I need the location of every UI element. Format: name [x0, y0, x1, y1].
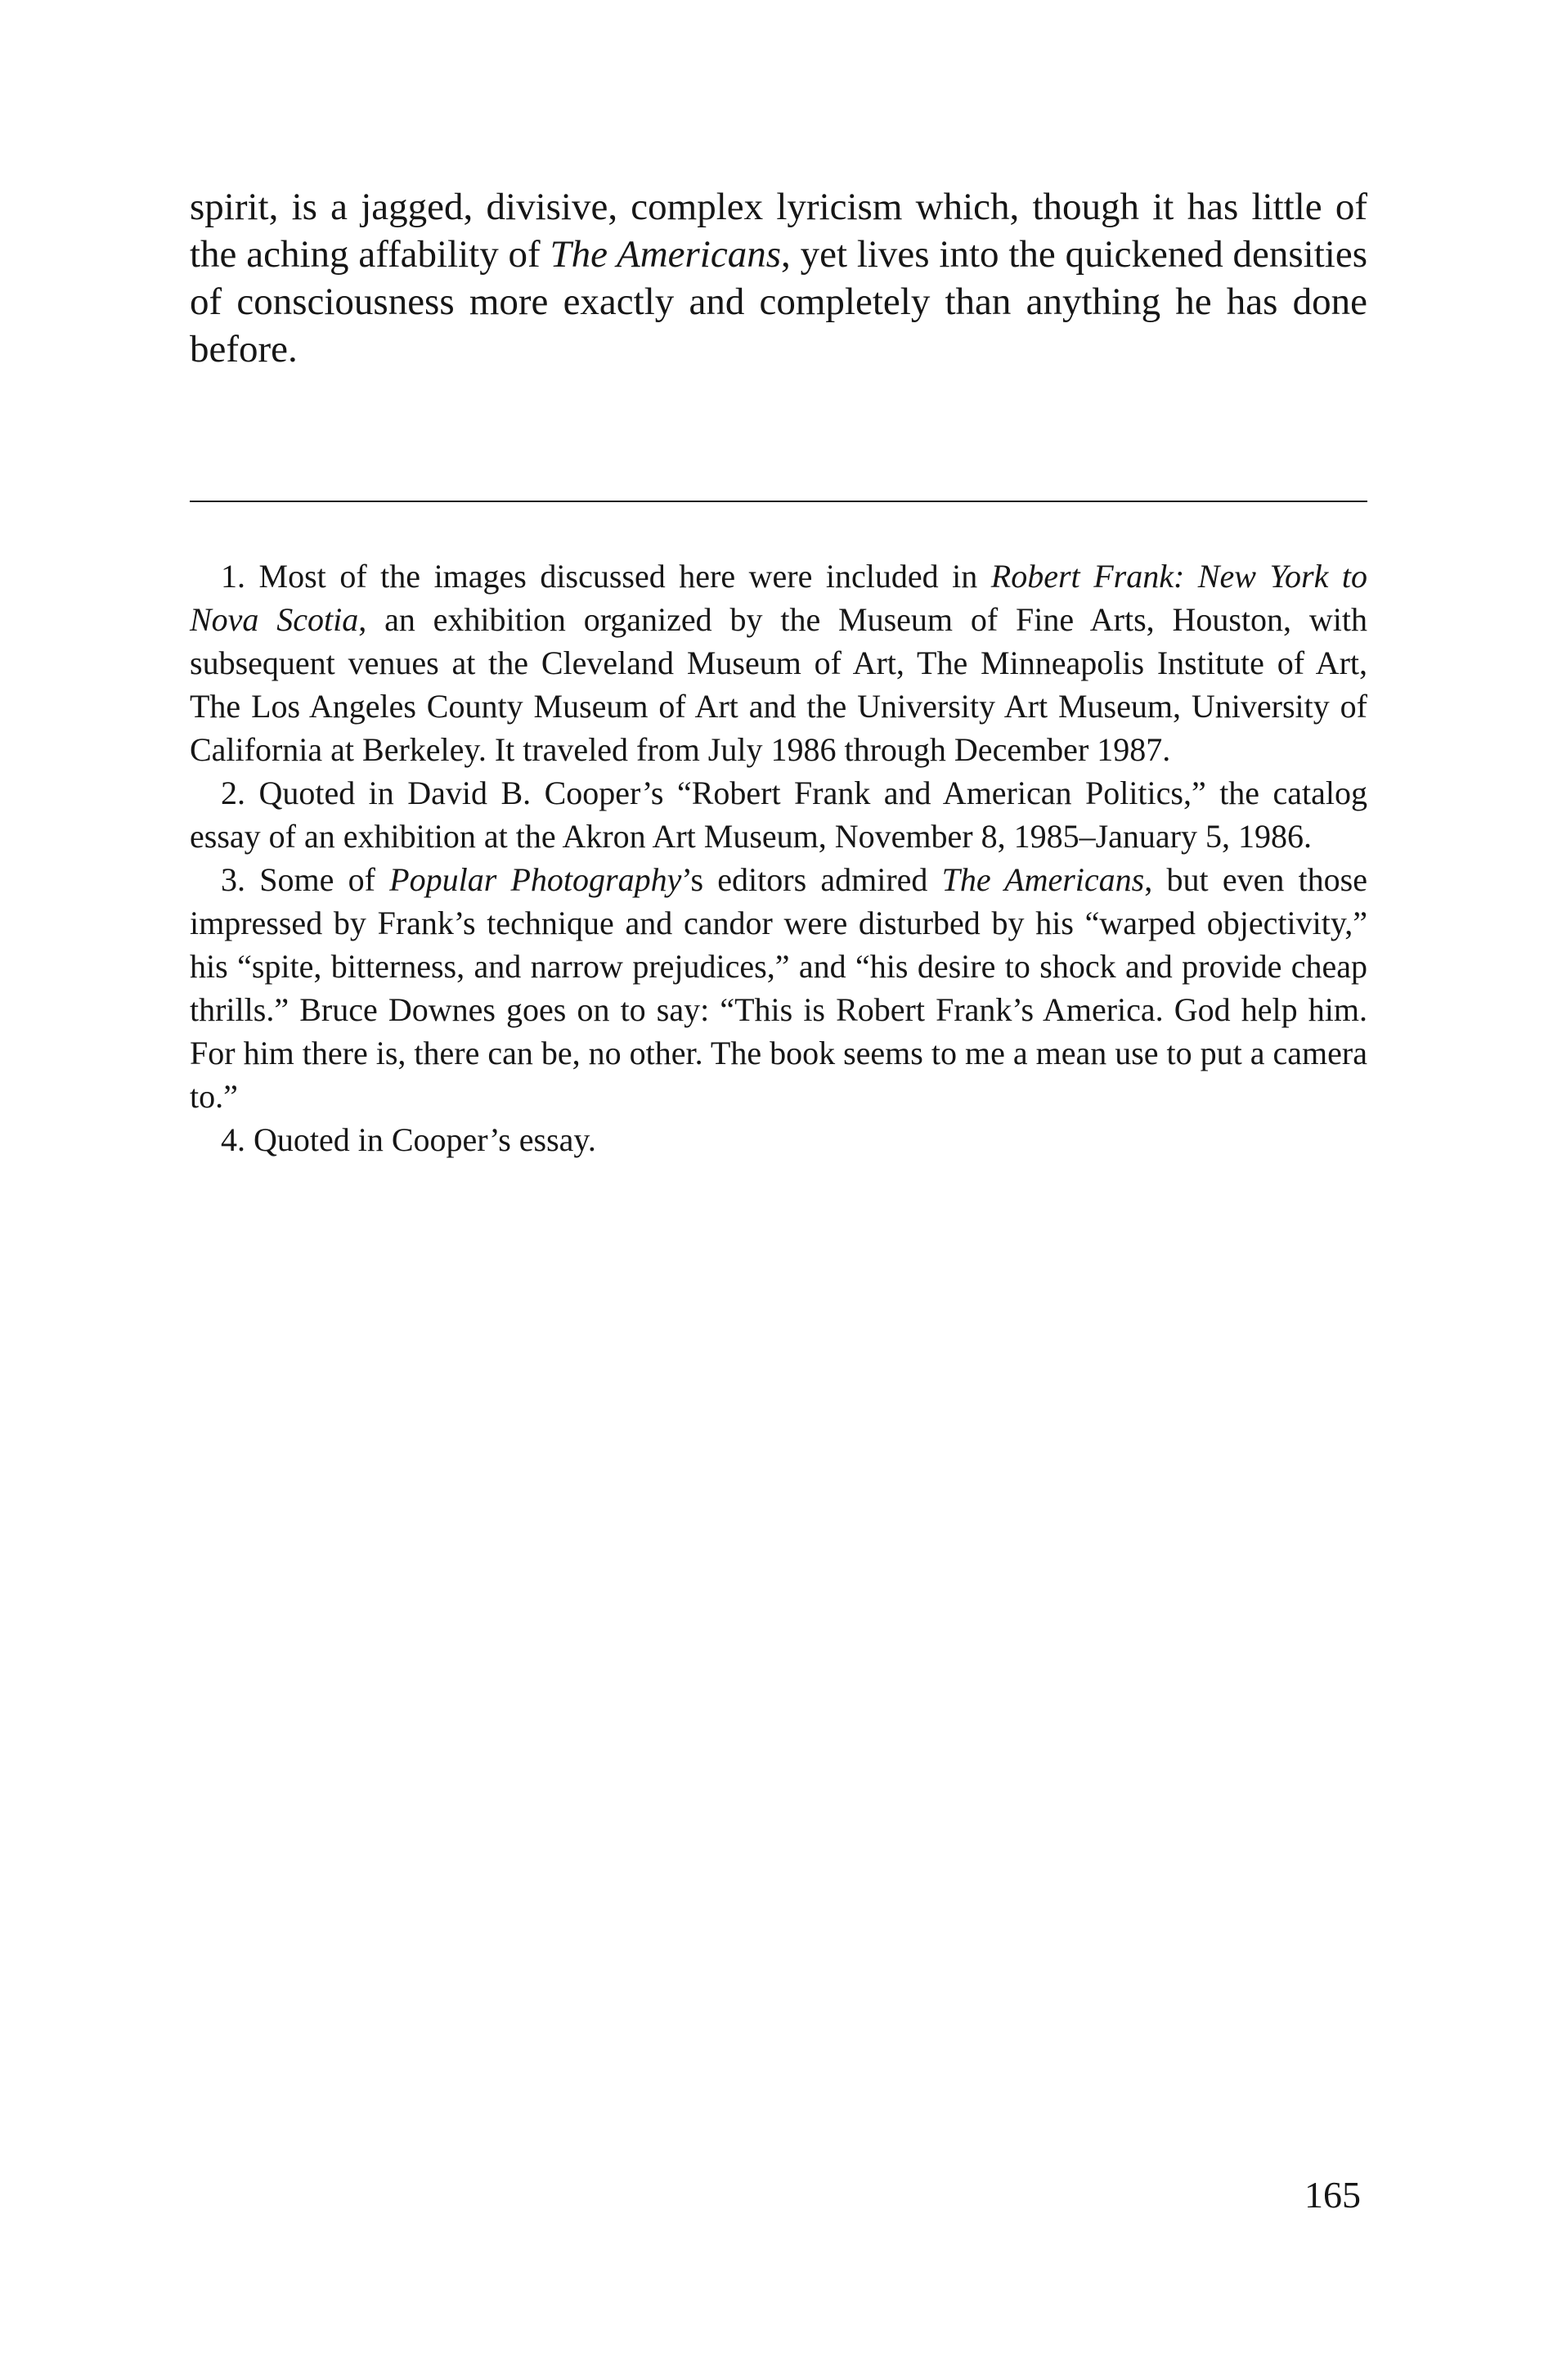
footnote-4 [190, 1118, 1367, 1161]
body-text-segment: , yet lives into the quickened densities of consciousness more exactly and completely than anything he has done before. [190, 233, 1367, 370]
footnote-text: Quoted in Cooper’s essay. [245, 1121, 596, 1158]
footnote-1 [190, 555, 1367, 771]
footnote-text: Some of [245, 861, 390, 898]
footnote-divider [190, 501, 1367, 502]
footnote-text: Quoted in David B. Cooper’s “Robert Frank and American Politics,” the catalog essay of an exhibition at the Akron Art Museum, November 8, 1985–January 5, 1986. [190, 775, 1367, 855]
footnote-number: 2. [221, 775, 245, 811]
footnote-text: , an exhibition organized by the Museum of Fine Arts, Houston, with subsequent venues at the Cleveland Museum of Art, The Minneapolis Institute of Art, The Los Angeles County Museum of Art and the University Art Museum, University of California at Berkeley. It traveled from July 1986 through December 1987. [190, 601, 1367, 768]
exhibition-title-italic: Robert Frank: New York to Nova Scotia [190, 558, 1367, 638]
book-title-italic: The Americans [941, 861, 1145, 898]
footnote-3 [190, 858, 1367, 1118]
footnote-text: Most of the images discussed here were included in [245, 558, 991, 595]
book-title-italic: The Americans [550, 233, 782, 276]
footnote-number: 1. [221, 558, 245, 595]
body-paragraph [190, 183, 1367, 373]
footnote-number: 3. [221, 861, 245, 898]
footnote-number: 4. [221, 1121, 245, 1158]
body-text-segment: spirit, is a jagged, divisive, complex lyricism which, though it has little of the aching affability of [190, 186, 1367, 276]
footnotes [190, 555, 1367, 1161]
footnote-text: , but even those impressed by Frank’s technique and candor were disturbed by his “warped objectivity,” his “spite, bitterness, and narrow prejudices,” and “his desire to shock and provide cheap thrills.” Bruce Downes goes on to say: “This is Robert Frank’s America. God help him. For him there is, there can be, no other. The book seems to me a mean use to put a camera to.” [190, 861, 1367, 1115]
footnote-2 [190, 771, 1367, 858]
footnote-text: ’s editors admired [681, 861, 942, 898]
page-number: 165 [1304, 2174, 1361, 2216]
magazine-title-italic: Popular Photography [389, 861, 682, 898]
